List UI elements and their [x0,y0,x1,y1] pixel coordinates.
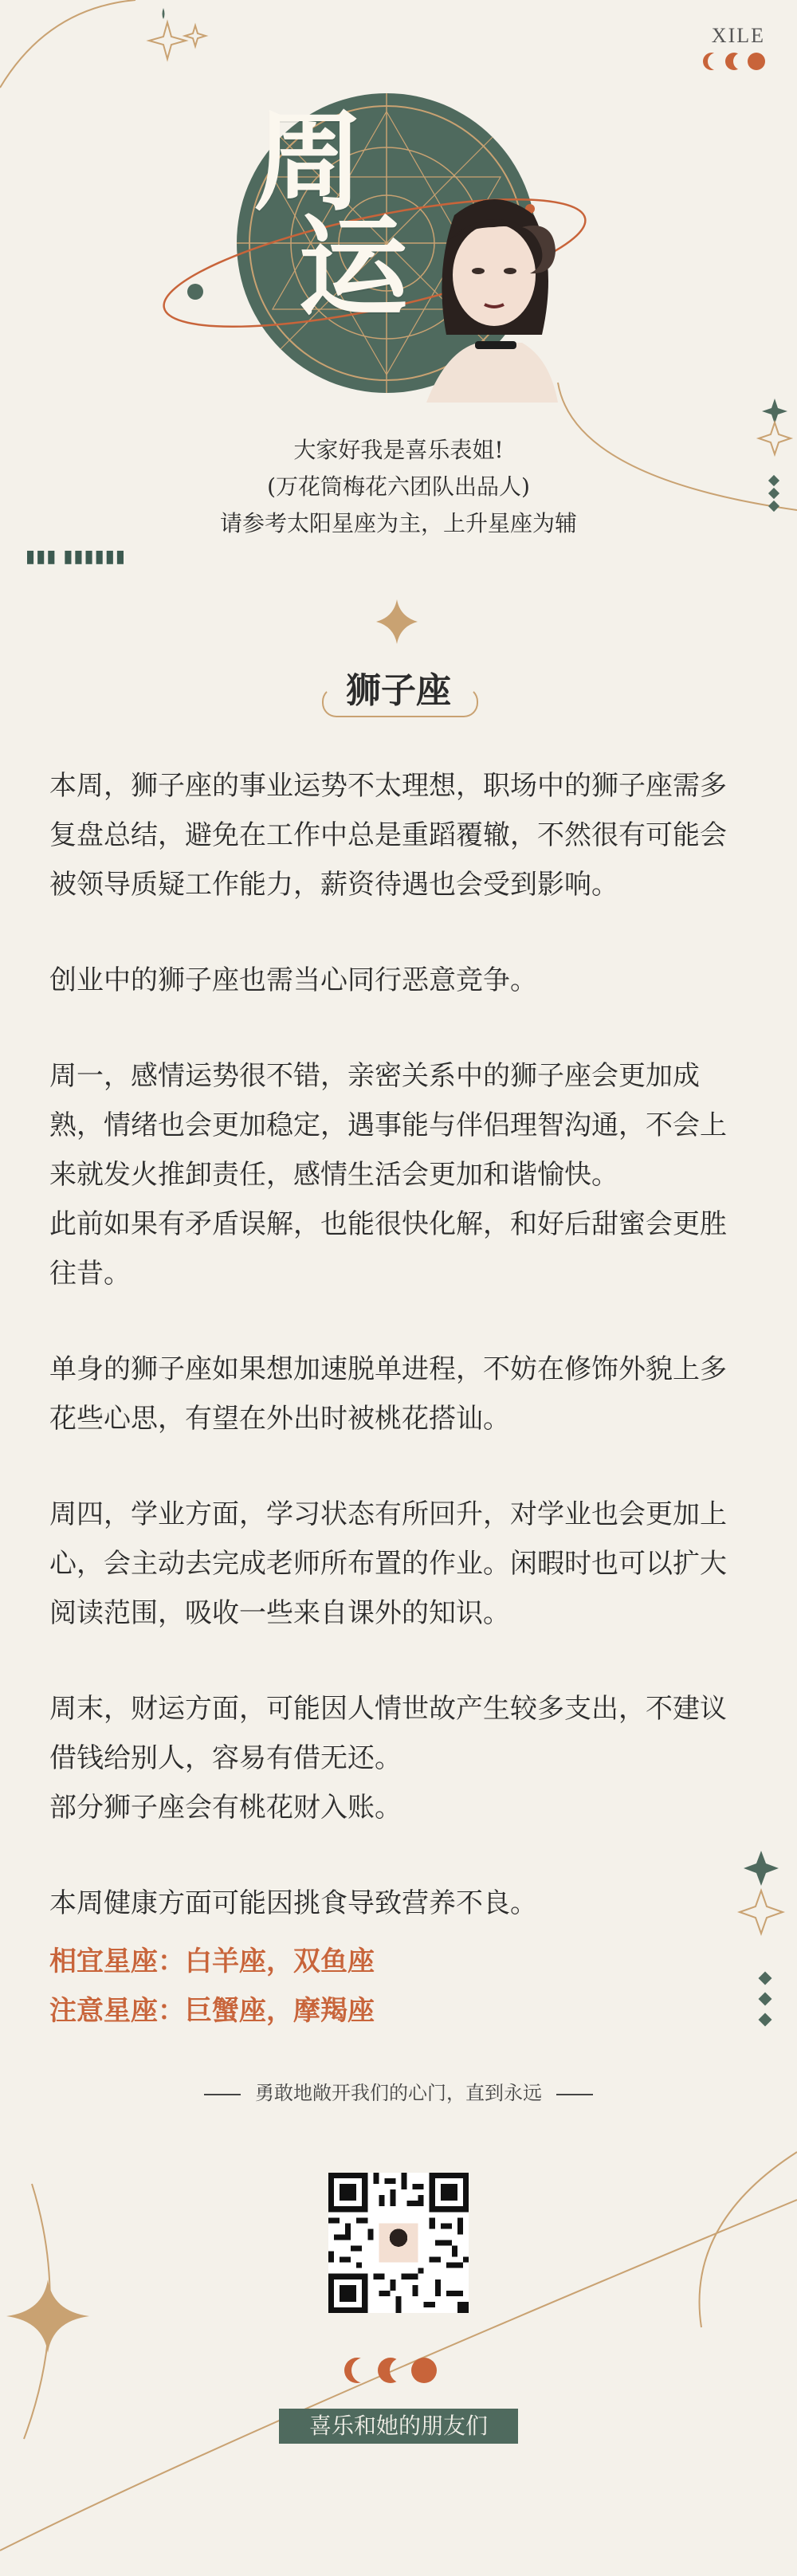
paragraph-startup: 创业中的狮子座也需当心同行恶意竞争。 [49,964,537,996]
sign-title: 狮子座 [346,670,451,711]
intro-line-1: 大家好我是喜乐表姐! [293,437,504,463]
drop-icon [163,8,165,19]
caution-signs: 注意星座：巨蟹座，摩羯座 [49,1995,375,2027]
qr-code[interactable] [328,2173,469,2313]
paragraph-career: 本周，狮子座的事业运势不太理想，职场中的狮子座需多复盘总结，避免在工作中总是重蹈覆辙，不然很有可能会被领导质疑工作能力，薪资待遇也会受到影响。 [49,770,727,901]
forecast-body [49,761,751,1974]
motto [0,2077,797,2105]
brand-name: XILE [711,24,765,47]
sparkle-icon [376,599,418,644]
footer-label: 喜乐和她的朋友们 [279,2409,518,2444]
sparkle-icon [185,26,206,46]
paragraph-wealth-2: 部分狮子座会有桃花财入账。 [49,1792,402,1824]
paragraph-health: 本周健康方面可能因挑食导致营养不良。 [49,1887,537,1919]
moon-phases-icon [344,2358,437,2383]
paragraph-single: 单身的狮子座如果想加速脱单进程，不妨在修饰外貌上多花些心思，有望在外出时被桃花搭讪。 [49,1353,727,1435]
paragraph-love: 周一，感情运势很不错，亲密关系中的狮子座会更加成熟，情绪也会更加稳定，遇事能与伴侣理智沟通，不会上来就发火推卸责任，感情生活会更加和谐愉快。 [49,1060,727,1191]
diamond-icons [759,1972,772,2027]
paragraph-love-2: 此前如果有矛盾误解，也能很快化解，和好后甜蜜会更胜往昔。 [49,1208,727,1290]
intro-line-2: (万花筒梅花六团队出品人) [267,473,530,500]
sparkle-icon [149,22,186,59]
decor-bars: ▮▮▮ ▮▮▮▮▮▮ [26,547,126,567]
intro-line-3: 请参考太阳星座为主，上升星座为辅 [219,510,577,536]
paragraph-study: 周四，学业方面，学习状态有所回升，对学业也会更加上心，会主动去完成老师所布置的作业。闲暇时也可以扩大阅读范围，吸收一些来自课外的知识。 [49,1498,727,1629]
hero-title-char2: 运 [298,203,409,332]
decor-arc [0,0,135,88]
motto-text: 勇敢地敞开我们的心门，直到永远 [255,2082,542,2104]
planet-dot [187,284,203,300]
hero-title [253,98,409,332]
hero-title-char1: 周 [253,98,364,226]
sparkle-icon [6,2280,89,2353]
moon-phases-icon [703,53,765,70]
compatible-signs: 相宜星座：白羊座，双鱼座 [49,1946,375,1977]
paragraph-wealth: 周末，财运方面，可能因人情世故产生较多支出，不建议借钱给别人，容易有借无还。 [49,1693,727,1774]
decor-arc [700,2152,797,2327]
